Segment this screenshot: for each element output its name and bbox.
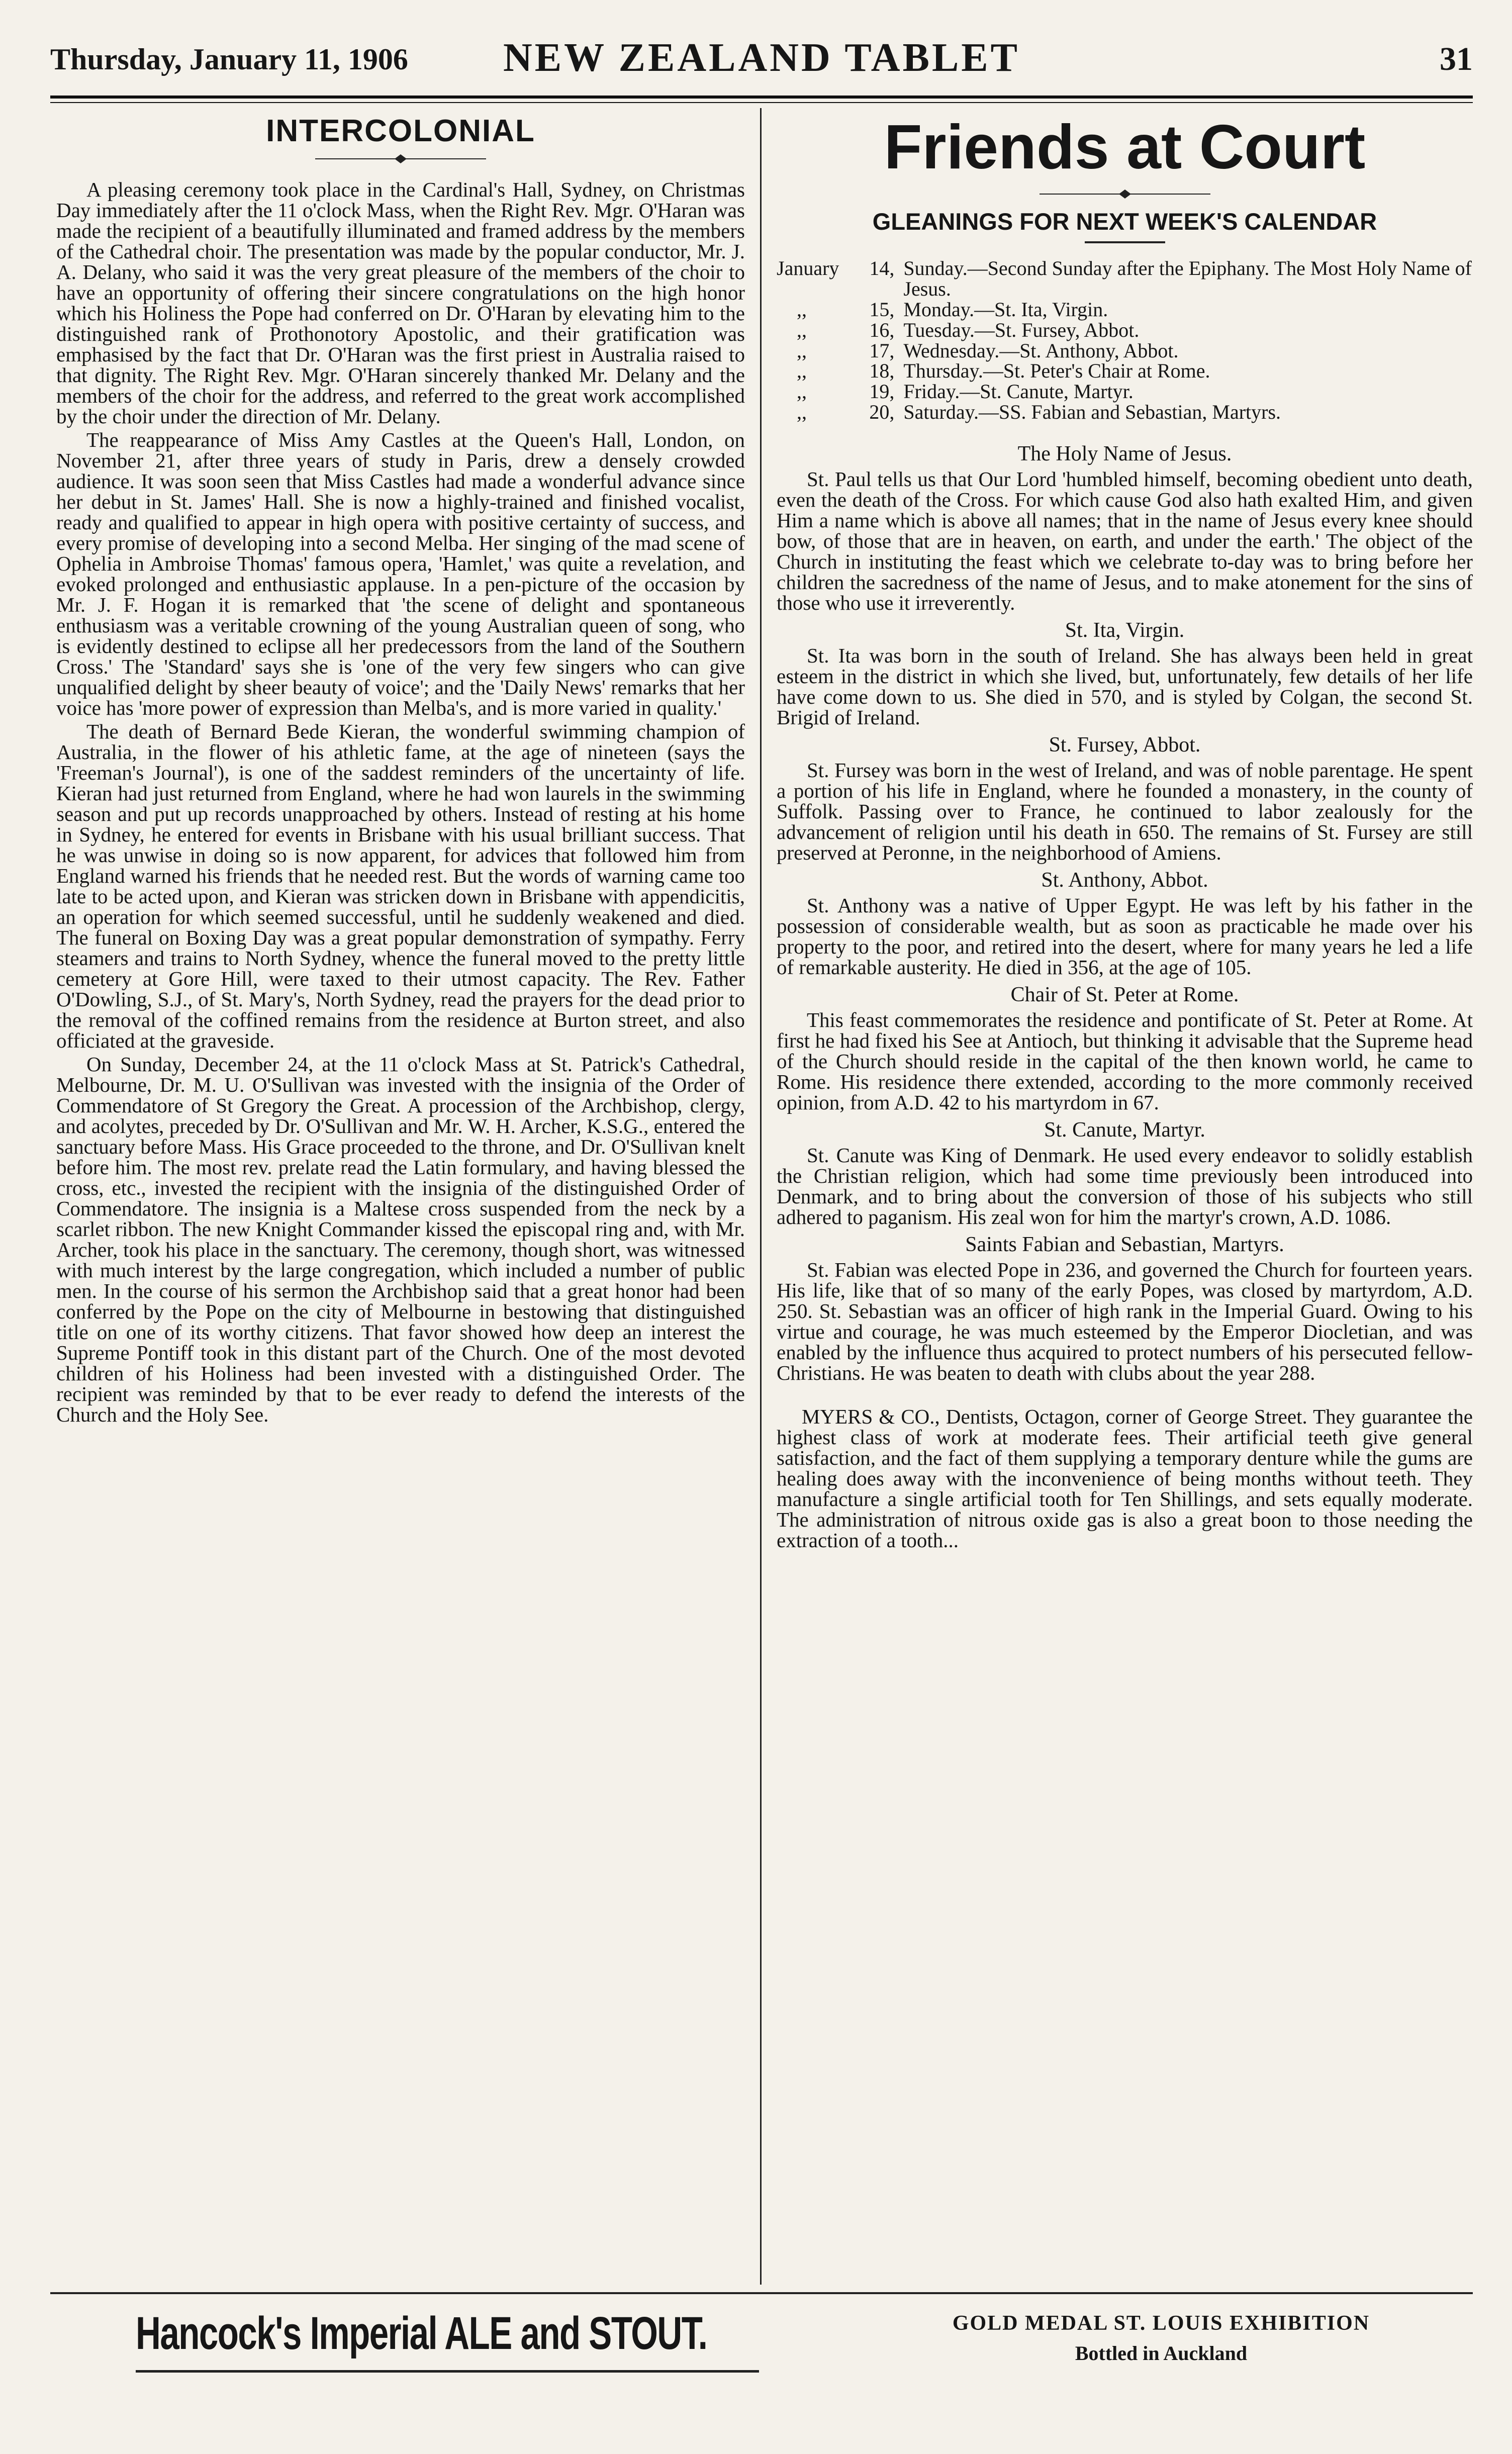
calendar-month: ,, (797, 318, 807, 341)
section-heading-chair-of-peter: Chair of St. Peter at Rome. (1010, 983, 1239, 1006)
calendar-date: 19, (869, 380, 895, 403)
masthead-rule-thin (50, 102, 1473, 103)
advert-gold-medal: GOLD MEDAL ST. LOUIS EXHIBITION (952, 2312, 1370, 2335)
calendar-month: ,, (797, 400, 807, 423)
issue-date: Thursday, January 11, 1906 (50, 43, 408, 76)
calendar-month: ,, (797, 298, 807, 321)
section-text-st-canute: St. Canute was King of Denmark. He used every endeavor to solidly establish the Christian religion, which had some time previously been introduced into Denmark, and to bring about the conversion of those of his subjects who still adhered to paganism. His zeal won for him the martyr's crown, A.D. 1086. (777, 1143, 1473, 1229)
calendar-row (777, 341, 1473, 361)
section-heading-st-canute: St. Canute, Martyr. (1044, 1118, 1205, 1142)
article-kieran-death: The death of Bernard Bede Kieran, the wonderful swimming champion of Australia, in the flower of his athletic fame, at the age of nineteen (says the 'Freeman's Journal'), is one of the saddest reminders of the uncertainty of life. Kieran had just returned from England, where he had won laurels in the swimming season and put up records unapproached by others. Instead of resting at his home in Sydney, he entered for events in Brisbane with his usual brilliant success. That he was unwise in doing so is now apparent, for advices that followed him from England warned his friends that he needed rest. But the words of warning came too late to be acted upon, and Kieran was stricken down in Brisbane with appendicitis, an operation for which seemed successful, until he suddenly weakened and died. The funeral on Boxing Day was a great popular demonstration of sympathy. Ferry steamers and trains to North Sydney, whence the funeral moved to the pretty little cemetery at Gore Hill, were taxed to their utmost capacity. The Rev. Father O'Dowling, S.J., of St. Mary's, North Sydney, read the prayers for the dead prior to the removal of the coffined remains from the residence at Burton street, and also officiated at the graveside. (56, 720, 745, 1052)
calendar-entry: Sunday.—Second Sunday after the Epiphany. The Most Holy Name of Jesus. (903, 257, 1472, 301)
calendar-row (777, 300, 1473, 320)
section-text-holy-name: St. Paul tells us that Our Lord 'humbled himself, becoming obedient unto death, even the death of the Cross. For which cause God also hath exalted Him, and given Him a name which is above all names; that in the name of Jesus every knee should bow, of those that are in heaven, on earth, and under the earth.' The object of the Church in instituting the feast which we celebrate to-day was to bring before her children the sacredness of the name of Jesus, and to make atonement for the sins of those who use it irreverently. (777, 467, 1473, 614)
advert-myers-dentists: MYERS & CO., Dentists, Octagon, corner of George Street. They guarantee the highest class of work at moderate fees. Their artificial teeth give general satisfaction, and the fact of them supplying a temporary denture while the gums are healing does away with the inconvenience of being months without teeth. They manufacture a single artificial tooth for Ten Shillings, and sets equally moderate. The administration of nitrous oxide gas is also a great boon to those needing the extraction of a tooth... (777, 1404, 1473, 1552)
calendar-date: 17, (869, 339, 895, 362)
section-text-chair-of-peter: This feast commemorates the residence and pontificate of St. Peter at Rome. At first he had fixed his See at Antioch, but thinking it advisable that the Supreme head of the Church should reside in the capital of the then known world, he came to Rome. His residence there extended, according to the more commonly received opinion, from A.D. 42 to his martyrdom in 67. (777, 1008, 1473, 1114)
diamond-ornament-icon (300, 154, 501, 163)
article-choir-address: A pleasing ceremony took place in the Cardinal's Hall, Sydney, on Christmas Day immediately after the 11 o'clock Mass, when the Right Rev. Mgr. O'Haran was made the recipient of a beautifully illuminated and framed address by the members of the Cathedral choir. The presentation was made by the popular conductor, Mr. J. A. Delany, who said it was the very great pleasure of the members of the choir to have an opportunity of offering their sincere congratulations on the high honor which his Holiness the Pope had conferred on Dr. O'Haran by elevating him to the distinguished rank of Prothonotory Apostolic, and their gratification was emphasised by the fact that Dr. O'Haran was the first priest in Australia raised to that dignity. The Right Rev. Mgr. O'Haran sincerely thanked Mr. Delany and the members of the choir for the address, and referred to the great work accomplished by the choir under the direction of Mr. Delany. (56, 178, 745, 428)
diamond-ornament-icon (1029, 190, 1220, 199)
section-text-st-fursey: St. Fursey was born in the west of Ireland, and was of noble parentage. He spent a portion of his life in England, where he founded a monastery, in the county of Suffolk. Passing over to France, he continued to labor zealously for the advancement of religion until his death in 650. The remains of St. Fursey are still preserved at Peronne, in the neighborhood of Amiens. (777, 758, 1473, 864)
short-rule (1085, 241, 1165, 243)
calendar-entry: Tuesday.—St. Fursey, Abbot. (903, 318, 1140, 341)
newspaper-title: NEW ZEALAND TABLET (503, 36, 1020, 80)
calendar-entry: Thursday.—St. Peter's Chair at Rome. (903, 359, 1210, 383)
section-heading-st-fursey: St. Fursey, Abbot. (1049, 733, 1201, 757)
section-text-fabian-sebastian: St. Fabian was elected Pope in 236, and governed the Church for fourteen years. His life, like that of so many of the early Popes, was closed by martyrdom, A.D. 250. St. Sebastian was an officer of high rank in the Imperial Guard. Owing to his virtue and courage, he was much esteemed by the Emperor Diocletian, and was enabled by the influence thus acquired to protect numbers of his persecuted fellow-Christians. He was beaten to death with clubs about the year 288. (777, 1258, 1473, 1384)
calendar-row (777, 320, 1473, 341)
calendar-date: 16, (869, 318, 895, 341)
masthead-rule (50, 96, 1473, 99)
calendar-month: January (777, 257, 839, 280)
calendar-month: ,, (797, 359, 807, 383)
masthead (50, 31, 1473, 91)
calendar-month: ,, (797, 380, 807, 403)
gleanings-subtitle: GLEANINGS FOR NEXT WEEK'S CALENDAR (872, 208, 1377, 235)
calendar-date: 20, (869, 400, 895, 423)
section-text-st-anthony: St. Anthony was a native of Upper Egypt. He was left by his father in the possession of considerable wealth, but as soon as practicable he made over his property to the poor, and retired into the desert, where for many years he led a life of remarkable austerity. He died in 356, at the age of 105. (777, 893, 1473, 979)
footer-rule (50, 2292, 1473, 2294)
article-commendatore: On Sunday, December 24, at the 11 o'clock Mass at St. Patrick's Cathedral, Melbourne, Dr. M. U. O'Sullivan was invested with the insignia of the Order of Commendatore of St Gregory the Great. A procession of the Archbishop, clergy, and acolytes, preceded by Dr. O'Sullivan and Mr. W. H. Archer, K.S.G., entered the sanctuary before Mass. His Grace proceeded to the throne, and Dr. O'Sullivan knelt before him. The most rev. prelate read the Latin formulary, and having blessed the cross, etc., invested the recipient with the insignia of the distinguished Order of Commendatore. The insignia is a Maltese cross suspended from the neck by a scarlet ribbon. The new Knight Commander kissed the episcopal ring and, with Mr. Archer, took his place in the sanctuary. The ceremony, though short, was witnessed with much interest by the large congregation, which included a number of public men. In the course of his sermon the Archbishop said that a great honor had been conferred by the Pope on the city of Melbourne in bestowing that distinguished title on one of its worthy citizens. That favor showed how deep an interest the Supreme Pontiff took in this distant part of the Church. One of the most devoted children of his Holiness had been invested with a distinguished Order. The recipient was reminded by that to be ever ready to defend the interests of the Church and the Holy See. (56, 1053, 745, 1426)
section-heading-intercolonial: INTERCOLONIAL (266, 114, 535, 148)
calendar-row (777, 361, 1473, 382)
column-divider (760, 108, 762, 2285)
calendar-entry: Friday.—St. Canute, Martyr. (903, 380, 1133, 403)
calendar-row (777, 382, 1473, 402)
section-heading-holy-name: The Holy Name of Jesus. (1017, 442, 1232, 465)
advert-bottled-auckland: Bottled in Auckland (1075, 2342, 1248, 2365)
section-text-st-ita: St. Ita was born in the south of Ireland. She has always been held in great esteem in the district in which she lived, but, unfortunately, few details of her life have come down to us. She died in 570, and is styled by Colgan, the second St. Brigid of Ireland. (777, 643, 1473, 729)
calendar-month: ,, (797, 339, 807, 362)
calendar-date: 15, (869, 298, 895, 321)
calendar-entry: Wednesday.—St. Anthony, Abbot. (903, 339, 1179, 362)
calendar-row (777, 402, 1473, 423)
page-number: 31 (1440, 41, 1473, 77)
calendar-row (777, 258, 1473, 300)
article-amy-castles: The reappearance of Miss Amy Castles at the Queen's Hall, London, on November 21, after three years of study in Paris, drew a densely crowded audience. It was soon seen that Miss Castles had made a wonderful advance since her debut in St. James' Hall. She is now a highly-trained and finished vocalist, ready and qualified to appear in high opera with positive certainty of success, and every promise of developing into a second Melba. Her singing of the mad scene of Ophelia in Ambroise Thomas' famous opera, 'Hamlet,' was quite a revelation, and evoked prolonged and enthusiastic applause. In a pen-picture of the occasion by Mr. J. F. Hogan it is remarked that 'the scene of delight and spontaneous enthusiasm was a veritable crowning of the young Australian queen of song, who is evidently destined to eclipse all her predecessors from the land of the Southern Cross.' The 'Standard' says she is 'one of the very few singers who can give unqualified delight by sheer beauty of voice'; and the 'Daily News' remarks that her voice has 'more power of expression than Melba's, and is more varied in quality.' (56, 428, 745, 719)
friends-at-court-title: Friends at Court (884, 113, 1366, 182)
calendar-date: 18, (869, 359, 895, 383)
calendar-entry: Monday.—St. Ita, Virgin. (903, 298, 1108, 321)
section-heading-fabian-sebastian: Saints Fabian and Sebastian, Martyrs. (965, 1233, 1284, 1256)
section-heading-st-anthony: St. Anthony, Abbot. (1041, 868, 1208, 892)
intercolonial-column (56, 113, 745, 1428)
section-heading-st-ita: St. Ita, Virgin. (1065, 618, 1185, 642)
calendar-date: 14, (869, 257, 895, 280)
advert-underline (136, 2370, 759, 2373)
friends-at-court-column (777, 113, 1473, 1551)
calendar-entry: Saturday.—SS. Fabian and Sebastian, Martyrs. (903, 400, 1281, 423)
advert-hancocks-ale: Hancock's Imperial ALE and STOUT. (136, 2308, 707, 2359)
calendar-table (777, 258, 1473, 422)
